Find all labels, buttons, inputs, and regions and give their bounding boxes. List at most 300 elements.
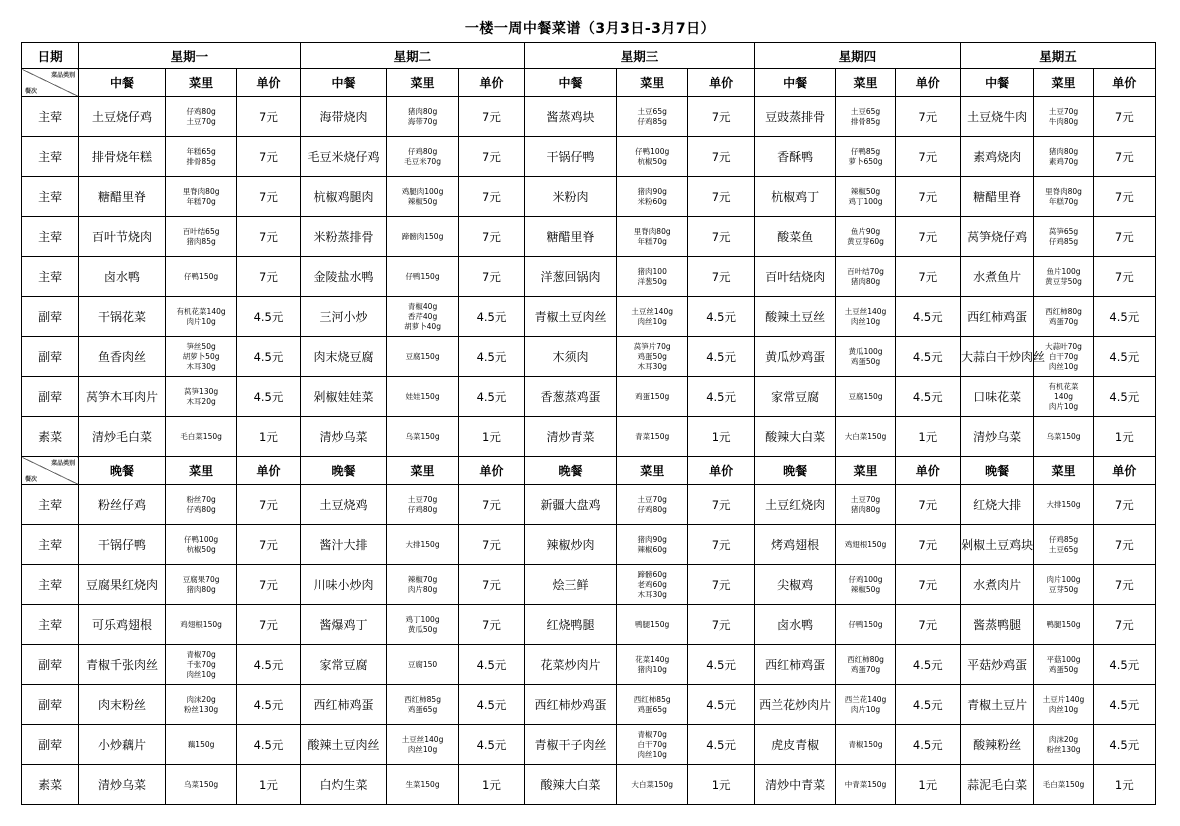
ingredient-line: 土豆70g <box>637 494 667 504</box>
price-col-header: 单价 <box>458 69 524 97</box>
price: 7元 <box>895 485 960 525</box>
category-cell: 主荤 <box>22 97 79 137</box>
dish-name: 海带烧肉 <box>300 97 387 137</box>
ingredient-line: 木耳30g <box>637 361 667 371</box>
price: 1元 <box>237 417 300 457</box>
dish-name: 百叶节烧肉 <box>79 217 166 257</box>
ingredient-line: 洋葱50g <box>637 276 667 286</box>
category-meal-corner <box>22 69 79 97</box>
ingredient-line: 肉沫20g <box>1048 734 1079 744</box>
ingredients <box>387 685 458 725</box>
price: 7元 <box>458 257 524 297</box>
ingredient-line: 鸡蛋50g <box>637 351 667 361</box>
ingredient-line: 猪肉80g <box>850 504 881 514</box>
ingredients <box>1034 137 1093 177</box>
ingredients <box>1034 97 1093 137</box>
price: 7元 <box>688 565 754 605</box>
ingredient-line: 猪肉90g <box>637 534 667 544</box>
price: 4.5元 <box>1093 685 1155 725</box>
ingredient-line: 鸡蛋70g <box>850 664 881 674</box>
ingredients <box>1034 565 1093 605</box>
price: 4.5元 <box>458 297 524 337</box>
ingredient-line: 莴笋130g <box>184 386 219 396</box>
dish-name: 土豆红烧肉 <box>754 485 836 525</box>
ingredient-line: 青菜150g <box>635 431 670 441</box>
ingredient-line: 辣椒60g <box>637 544 667 554</box>
price: 4.5元 <box>237 725 300 765</box>
dish-name: 烩三鲜 <box>525 565 617 605</box>
dish-name: 新疆大盘鸡 <box>525 485 617 525</box>
dish-name: 红烧大排 <box>960 485 1033 525</box>
ingredients <box>165 137 236 177</box>
ingredient-line: 有机花菜 <box>1048 381 1079 391</box>
ingredients <box>387 645 458 685</box>
dish-name: 排骨烧年糕 <box>79 137 166 177</box>
ingredients <box>165 645 236 685</box>
ingredient-line: 娃娃150g <box>405 391 440 401</box>
ingredients <box>387 297 458 337</box>
ingredient-line: 里脊肉80g <box>182 186 220 196</box>
ingredient-line: 大白菜150g <box>844 431 887 441</box>
ingredient-line: 肉片80g <box>407 584 438 594</box>
dish-name: 酸菜鱼 <box>754 217 836 257</box>
dish-name: 花菜炒肉片 <box>525 645 617 685</box>
ingredient-line: 老鸡60g <box>637 579 667 589</box>
ingredient-line: 排骨85g <box>850 116 881 126</box>
dish-name: 水煮肉片 <box>960 565 1033 605</box>
ingredients <box>165 525 236 565</box>
price: 4.5元 <box>688 377 754 417</box>
dish-name: 干锅仔鸭 <box>79 525 166 565</box>
dish-name: 肉末粉丝 <box>79 685 166 725</box>
ingredient-line: 黄瓜50g <box>407 624 438 634</box>
ingredient-line: 粉丝130g <box>1046 744 1081 754</box>
ingredient-line: 肉片10g <box>850 704 881 714</box>
ingredient-line: 辣椒50g <box>850 186 881 196</box>
price: 7元 <box>237 565 300 605</box>
ingredient-line: 豆腐150 <box>407 659 438 669</box>
dish-name: 家常豆腐 <box>754 377 836 417</box>
ingredient-line: 土豆65g <box>850 106 881 116</box>
ingredient-line: 土豆丝140g <box>401 734 444 744</box>
ingredients <box>387 177 458 217</box>
ingredient-line: 白干70g <box>1048 351 1079 361</box>
ingredients <box>616 137 687 177</box>
price: 4.5元 <box>688 297 754 337</box>
dish-name: 干锅花菜 <box>79 297 166 337</box>
dish-name: 清炒毛白菜 <box>79 417 166 457</box>
price: 7元 <box>237 137 300 177</box>
ingredients <box>387 137 458 177</box>
price: 7元 <box>237 97 300 137</box>
price: 1元 <box>688 765 754 805</box>
ingredients <box>165 485 236 525</box>
price: 7元 <box>237 257 300 297</box>
ingredient-line: 排骨85g <box>186 156 216 166</box>
dish-name: 糖醋里脊 <box>960 177 1033 217</box>
table-row <box>22 565 1156 605</box>
lunch_rows-header-row <box>22 69 1156 97</box>
category-cell: 副荤 <box>22 337 79 377</box>
ingredient-line: 鸡蛋70g <box>1048 316 1079 326</box>
dish-name: 家常豆腐 <box>300 645 387 685</box>
dish-name: 虎皮青椒 <box>754 725 836 765</box>
price: 4.5元 <box>237 685 300 725</box>
price: 7元 <box>458 485 524 525</box>
dish-name: 鱼香肉丝 <box>79 337 166 377</box>
ingredient-line: 青椒70g <box>186 649 216 659</box>
price: 7元 <box>688 257 754 297</box>
ingredient-line: 中青菜150g <box>844 779 887 789</box>
table-row <box>22 417 1156 457</box>
price: 4.5元 <box>458 645 524 685</box>
dish-name: 清炒乌菜 <box>79 765 166 805</box>
dish-name: 三河小炒 <box>300 297 387 337</box>
category-cell: 副荤 <box>22 645 79 685</box>
ingredients-col-header: 菜里 <box>387 457 458 485</box>
ingredient-line: 土豆70g <box>850 494 881 504</box>
ingredients-col-header: 菜里 <box>387 69 458 97</box>
dish-name: 糖醋里脊 <box>79 177 166 217</box>
ingredient-line: 青椒70g <box>637 729 667 739</box>
price: 1元 <box>458 765 524 805</box>
day-header-row <box>22 43 1156 69</box>
dish-name: 酸辣土豆丝 <box>754 297 836 337</box>
ingredient-line: 毛豆米70g <box>404 156 441 166</box>
dish-name: 清炒乌菜 <box>960 417 1033 457</box>
ingredients <box>616 685 687 725</box>
dish-name: 红烧鸭腿 <box>525 605 617 645</box>
price: 7元 <box>1093 137 1155 177</box>
ingredients <box>1034 525 1093 565</box>
ingredient-line: 有机花菜140g <box>176 306 226 316</box>
price: 1元 <box>458 417 524 457</box>
ingredient-line: 木耳30g <box>637 589 667 599</box>
dish-name: 平菇炒鸡蛋 <box>960 645 1033 685</box>
table-row <box>22 137 1156 177</box>
dish-name: 土豆烧仔鸡 <box>79 97 166 137</box>
ingredient-line: 肉丝10g <box>637 749 667 759</box>
ingredients <box>1034 645 1093 685</box>
ingredient-line: 鸭腿150g <box>1046 619 1081 629</box>
price: 7元 <box>237 217 300 257</box>
ingredients <box>836 605 895 645</box>
dish-name: 川味小炒肉 <box>300 565 387 605</box>
day-header: 星期五 <box>960 43 1155 69</box>
ingredient-line: 鸡丁100g <box>405 614 440 624</box>
price: 4.5元 <box>1093 377 1155 417</box>
price: 4.5元 <box>688 337 754 377</box>
ingredient-line: 肉片10g <box>1048 401 1079 411</box>
category-cell: 主荤 <box>22 525 79 565</box>
dish-name: 莴笋木耳肉片 <box>79 377 166 417</box>
day-header: 星期一 <box>79 43 300 69</box>
price: 7元 <box>688 485 754 525</box>
dish-name: 木须肉 <box>525 337 617 377</box>
ingredients <box>616 417 687 457</box>
category-cell: 副荤 <box>22 725 79 765</box>
ingredients <box>1034 217 1093 257</box>
price: 7元 <box>458 565 524 605</box>
ingredients <box>387 97 458 137</box>
ingredient-line: 鸡蛋50g <box>1048 664 1079 674</box>
price: 7元 <box>1093 525 1155 565</box>
ingredient-line: 白干70g <box>637 739 667 749</box>
ingredient-line: 土豆片140g <box>1042 694 1085 704</box>
dish-name: 杭椒鸡丁 <box>754 177 836 217</box>
dish-name: 酱汁大排 <box>300 525 387 565</box>
ingredient-line: 仔鸡80g <box>407 146 438 156</box>
dish-name: 米粉肉 <box>525 177 617 217</box>
price: 7元 <box>237 605 300 645</box>
ingredient-line: 肉丝10g <box>1048 361 1079 371</box>
price: 1元 <box>895 765 960 805</box>
price: 4.5元 <box>688 725 754 765</box>
dinner_rows-header-row <box>22 457 1156 485</box>
day-header: 星期二 <box>300 43 525 69</box>
ingredient-line: 蹄髈肉150g <box>401 231 444 241</box>
price: 4.5元 <box>1093 645 1155 685</box>
ingredient-line: 平菇100g <box>1046 654 1081 664</box>
category-cell: 副荤 <box>22 377 79 417</box>
ingredients <box>616 485 687 525</box>
meal-col-header: 中餐 <box>79 69 166 97</box>
category-cell: 主荤 <box>22 605 79 645</box>
table-row <box>22 257 1156 297</box>
ingredient-line: 肉丝10g <box>407 744 438 754</box>
dish-name: 酸辣大白菜 <box>525 765 617 805</box>
price: 7元 <box>458 525 524 565</box>
ingredient-line: 粉丝70g <box>186 494 216 504</box>
dish-name: 青椒干子肉丝 <box>525 725 617 765</box>
table-row <box>22 645 1156 685</box>
table-row <box>22 685 1156 725</box>
ingredient-line: 青椒150g <box>848 739 883 749</box>
category-meal-corner <box>22 457 79 485</box>
price: 7元 <box>237 525 300 565</box>
ingredient-line: 海带70g <box>407 116 438 126</box>
price-col-header: 单价 <box>458 457 524 485</box>
ingredient-line: 大蒜叶70g <box>1045 341 1082 351</box>
ingredient-line: 木耳30g <box>186 361 216 371</box>
ingredients <box>1034 765 1093 805</box>
price-col-header: 单价 <box>688 457 754 485</box>
ingredients <box>165 337 236 377</box>
ingredients-col-header: 菜里 <box>165 457 236 485</box>
price: 7元 <box>688 137 754 177</box>
ingredient-line: 里脊肉80g <box>1045 186 1082 196</box>
ingredients-col-header: 菜里 <box>836 457 895 485</box>
dish-name: 酱蒸鸭腿 <box>960 605 1033 645</box>
ingredient-line: 土豆丝140g <box>844 306 887 316</box>
ingredients <box>165 97 236 137</box>
price: 4.5元 <box>895 725 960 765</box>
ingredient-line: 米粉60g <box>637 196 667 206</box>
price: 7元 <box>688 97 754 137</box>
table-row <box>22 97 1156 137</box>
meal-col-header: 中餐 <box>300 69 387 97</box>
price: 7元 <box>458 177 524 217</box>
price: 7元 <box>1093 97 1155 137</box>
ingredient-line: 肉片100g <box>1046 574 1081 584</box>
price: 7元 <box>458 217 524 257</box>
price: 4.5元 <box>458 377 524 417</box>
dish-name: 西红柿鸡蛋 <box>754 645 836 685</box>
ingredient-line: 猪肉85g <box>186 236 216 246</box>
ingredients <box>1034 725 1093 765</box>
ingredient-line: 猪肉80g <box>850 276 881 286</box>
dish-name: 豆腐果红烧肉 <box>79 565 166 605</box>
dish-name: 金陵盐水鸭 <box>300 257 387 297</box>
price: 7元 <box>895 605 960 645</box>
ingredient-line: 肉丝10g <box>1048 704 1079 714</box>
ingredients <box>836 97 895 137</box>
ingredient-line: 猪肉80g <box>186 584 216 594</box>
category-cell: 主荤 <box>22 565 79 605</box>
ingredient-line: 莴笋片70g <box>633 341 671 351</box>
ingredient-line: 土豆70g <box>407 494 438 504</box>
ingredients <box>616 565 687 605</box>
dish-name: 豆豉蒸排骨 <box>754 97 836 137</box>
price-col-header: 单价 <box>237 69 300 97</box>
dish-name: 白灼生菜 <box>300 765 387 805</box>
ingredient-line: 土豆70g <box>186 116 216 126</box>
ingredient-line: 豆腐150g <box>848 391 883 401</box>
ingredients <box>165 605 236 645</box>
ingredient-line: 大白菜150g <box>631 779 673 789</box>
price: 1元 <box>895 417 960 457</box>
price: 4.5元 <box>458 685 524 725</box>
price: 4.5元 <box>895 377 960 417</box>
ingredients <box>165 217 236 257</box>
ingredient-line: 黄瓜100g <box>848 346 883 356</box>
ingredient-line: 胡萝卜40g <box>404 321 441 331</box>
dish-name: 素鸡烧肉 <box>960 137 1033 177</box>
dish-name: 土豆烧鸡 <box>300 485 387 525</box>
ingredient-line: 土豆65g <box>637 106 667 116</box>
price-col-header: 单价 <box>895 69 960 97</box>
price: 7元 <box>688 177 754 217</box>
ingredient-line: 肉丝10g <box>850 316 881 326</box>
price: 4.5元 <box>237 377 300 417</box>
ingredients <box>387 605 458 645</box>
table-row <box>22 297 1156 337</box>
ingredients <box>836 565 895 605</box>
ingredient-line: 鸡翅根150g <box>844 539 887 549</box>
ingredients <box>836 377 895 417</box>
ingredients <box>1034 685 1093 725</box>
ingredient-line: 仔鸭100g <box>635 146 670 156</box>
ingredient-line: 毛白菜150g <box>1042 779 1085 789</box>
meal-col-header: 晚餐 <box>79 457 166 485</box>
dish-name: 西红柿鸡蛋 <box>300 685 387 725</box>
corner-meal-label: 餐次 <box>25 88 38 95</box>
ingredient-line: 鸭腿150g <box>635 619 670 629</box>
meal-col-header: 中餐 <box>525 69 617 97</box>
ingredients <box>165 297 236 337</box>
ingredient-line: 大排150g <box>405 539 440 549</box>
ingredients-col-header: 菜里 <box>616 69 687 97</box>
page-title: 一楼一周中餐菜谱（3月3日-3月7日） <box>464 21 716 37</box>
ingredients-col-header: 菜里 <box>616 457 687 485</box>
ingredients <box>1034 377 1093 417</box>
ingredients <box>387 377 458 417</box>
ingredient-line: 年糕70g <box>1048 196 1079 206</box>
date-label: 日期 <box>22 43 79 69</box>
ingredients <box>616 177 687 217</box>
price: 7元 <box>895 217 960 257</box>
ingredient-line: 乌菜150g <box>1046 431 1081 441</box>
price: 4.5元 <box>237 645 300 685</box>
ingredient-line: 牛肉80g <box>1048 116 1079 126</box>
dish-name: 西红柿炒鸡蛋 <box>525 685 617 725</box>
day-header: 星期三 <box>525 43 755 69</box>
ingredient-line: 仔鸭150g <box>848 619 883 629</box>
dish-name: 口味花菜 <box>960 377 1033 417</box>
ingredient-line: 仔鸭100g <box>184 534 219 544</box>
price: 7元 <box>895 525 960 565</box>
price-col-header: 单价 <box>1093 69 1155 97</box>
price: 4.5元 <box>458 725 524 765</box>
ingredient-line: 仔鸡80g <box>637 504 667 514</box>
ingredients <box>836 645 895 685</box>
ingredient-line: 生菜150g <box>405 779 440 789</box>
ingredient-line: 140g <box>1053 391 1074 401</box>
table-row <box>22 485 1156 525</box>
price: 7元 <box>458 605 524 645</box>
ingredient-line: 仔鸡85g <box>1048 534 1079 544</box>
ingredient-line: 百叶结65g <box>182 226 220 236</box>
price: 1元 <box>688 417 754 457</box>
ingredient-line: 西红柿85g <box>404 694 441 704</box>
ingredients <box>616 765 687 805</box>
ingredients <box>387 417 458 457</box>
dish-name: 青椒土豆肉丝 <box>525 297 617 337</box>
ingredient-line: 仔鸡80g <box>186 504 216 514</box>
ingredients <box>165 377 236 417</box>
ingredient-line: 豆芽50g <box>1048 584 1079 594</box>
ingredient-line: 鸡蛋65g <box>407 704 438 714</box>
ingredients <box>836 137 895 177</box>
price: 4.5元 <box>237 337 300 377</box>
price: 7元 <box>1093 605 1155 645</box>
ingredient-line: 仔鸡85g <box>1048 236 1079 246</box>
corner-category-label: 菜品类别 <box>51 460 76 467</box>
ingredient-line: 西红柿80g <box>1045 306 1082 316</box>
dish-name: 卤水鸭 <box>79 257 166 297</box>
price: 7元 <box>1093 257 1155 297</box>
ingredient-line: 杭椒50g <box>637 156 667 166</box>
category-cell: 素菜 <box>22 417 79 457</box>
dish-name: 糖醋里脊 <box>525 217 617 257</box>
dish-name: 洋葱回锅肉 <box>525 257 617 297</box>
price: 7元 <box>895 177 960 217</box>
ingredient-line: 猪肉90g <box>637 186 667 196</box>
table-row <box>22 725 1156 765</box>
price: 7元 <box>458 137 524 177</box>
ingredients <box>165 725 236 765</box>
table-row <box>22 377 1156 417</box>
price: 7元 <box>688 605 754 645</box>
price: 7元 <box>895 565 960 605</box>
ingredients <box>165 765 236 805</box>
ingredient-line: 仔鸭150g <box>405 271 440 281</box>
price: 7元 <box>237 485 300 525</box>
ingredients <box>836 685 895 725</box>
ingredient-line: 辣椒50g <box>850 584 881 594</box>
ingredient-line: 黄豆芽50g <box>1045 276 1082 286</box>
price: 4.5元 <box>237 297 300 337</box>
